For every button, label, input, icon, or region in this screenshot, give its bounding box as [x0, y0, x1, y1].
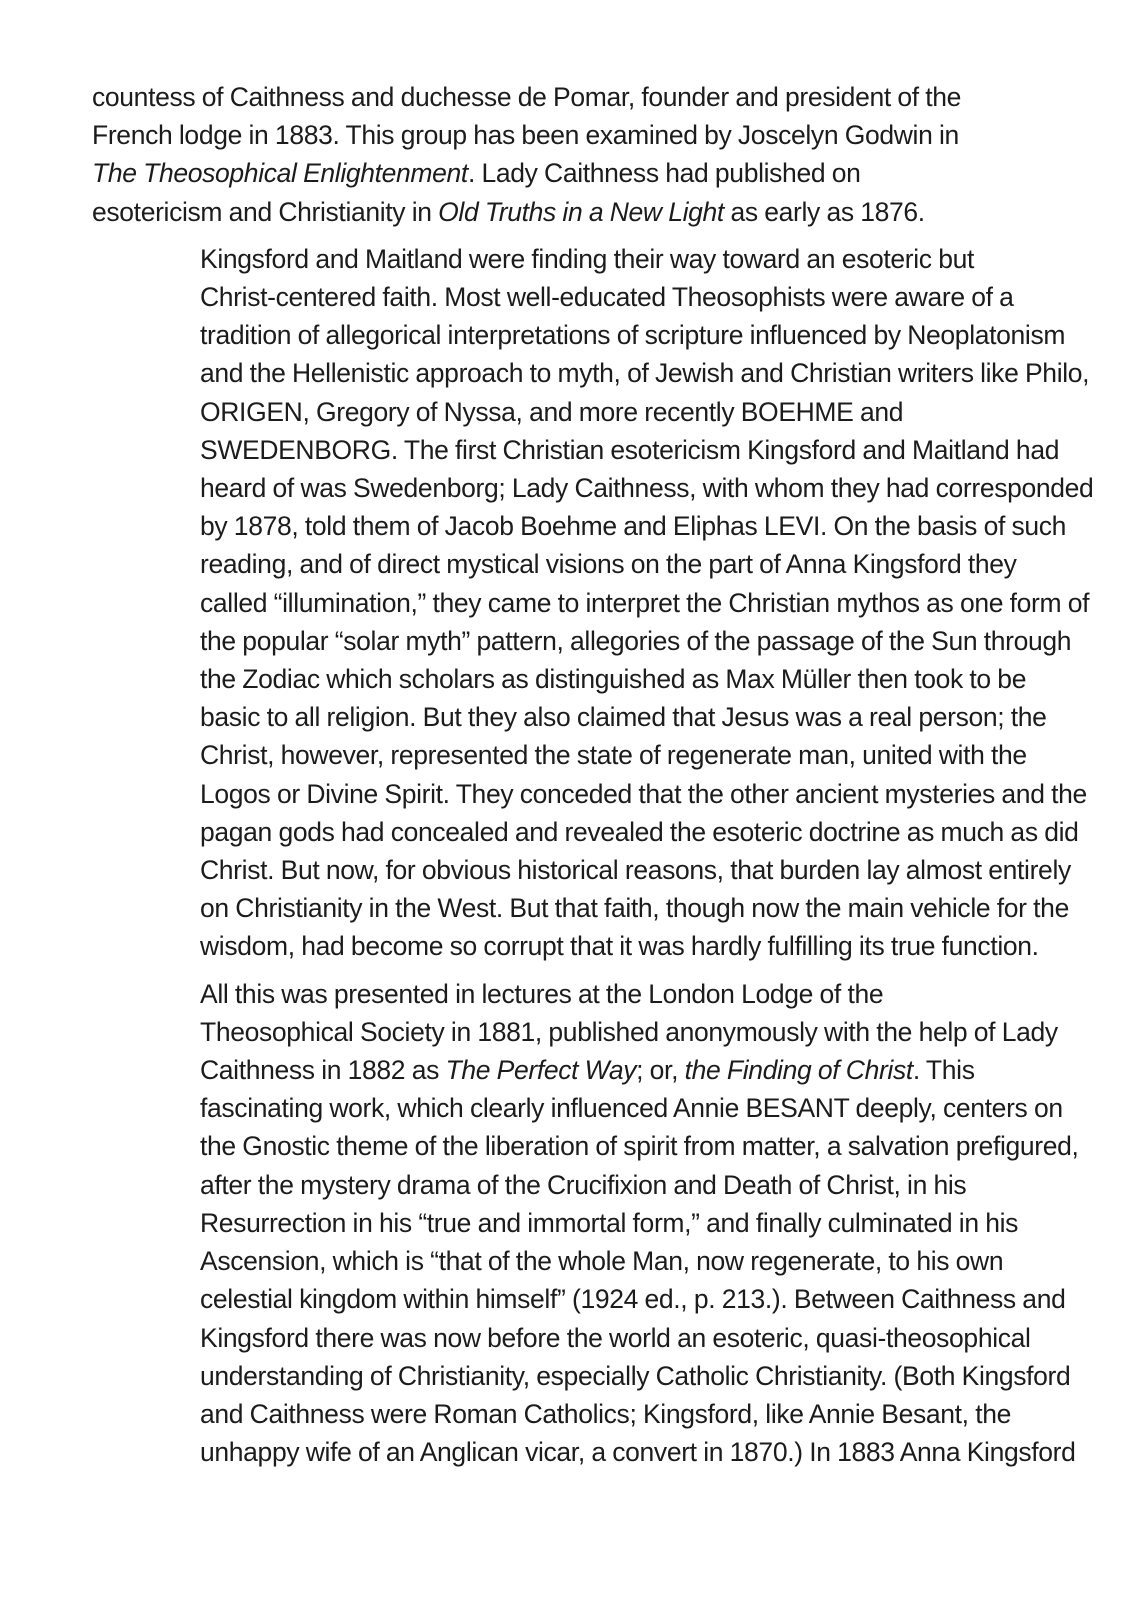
text-segment: Christ, however, represented the state of regenerate man, united with the — [200, 740, 1027, 771]
text-segment: the Gnostic theme of the liberation of spirit from matter, a salvation prefigured, — [200, 1131, 1079, 1162]
text-segment: Christ. But now, for obvious historical reasons, that burden lay almost entirely — [200, 855, 1071, 886]
text-segment: . This — [912, 1055, 975, 1086]
text-line — [92, 469, 1092, 507]
text-segment: after the mystery drama of the Crucifixion and Death of Christ, in his — [200, 1169, 967, 1200]
text-line — [92, 622, 1092, 660]
text-segment: wisdom, had become so corrupt that it was hardly fulfilling its true function. — [200, 931, 1039, 962]
text-segment: Christ-centered faith. Most well-educated Theosophists were aware of a — [200, 282, 1014, 313]
paragraph-3 — [92, 975, 1092, 1472]
text-segment: on Christianity in the West. But that faith, though now the main vehicle for the — [200, 893, 1069, 924]
text-segment: understanding of Christianity, especially Catholic Christianity. (Both Kingsford — [200, 1360, 1071, 1391]
text-line — [92, 1433, 1092, 1471]
text-line — [92, 813, 1092, 851]
text-segment: by 1878, told them of Jacob Boehme and Eliphas LEVI. On the basis of such — [200, 511, 1067, 542]
text-segment: unhappy wife of an Anglican vicar, a convert in 1870.) In 1883 Anna Kingsford — [200, 1437, 1076, 1468]
text-segment: Kingsford there was now before the world an esoteric, quasi-theosophical — [200, 1322, 1031, 1353]
paragraph-2 — [92, 240, 1092, 966]
text-segment: called “illumination,” they came to interpret the Christian mythos as one form of — [200, 587, 1090, 618]
document-page — [92, 78, 1092, 1471]
text-segment: tradition of allegorical interpretations of scripture influenced by Neoplatonism — [200, 320, 1066, 351]
text-line — [92, 393, 1092, 431]
text-segment: celestial kingdom within himself” (1924 ed., p. 213.). Between Caithness and — [200, 1284, 1066, 1315]
text-line — [92, 78, 1092, 116]
text-segment: countess of Caithness and duchesse de Pomar, founder and president of the — [92, 82, 962, 112]
text-line — [92, 1319, 1092, 1357]
text-line — [92, 851, 1092, 889]
text-segment: Caithness in 1882 as — [200, 1055, 446, 1086]
text-line — [92, 736, 1092, 774]
text-line — [92, 1280, 1092, 1318]
text-line — [92, 1013, 1092, 1051]
text-segment: All this was presented in lectures at the London Lodge of the — [200, 978, 884, 1009]
text-line — [92, 1127, 1092, 1165]
italic-title: The Perfect Way — [445, 1055, 637, 1086]
text-segment: ; or, — [636, 1055, 685, 1086]
text-line — [92, 507, 1092, 545]
text-segment: and the Hellenistic approach to myth, of Jewish and Christian writers like Philo, — [200, 358, 1090, 389]
paragraph-1 — [92, 78, 1092, 231]
text-line — [92, 154, 1092, 192]
text-segment: basic to all religion. But they also claimed that Jesus was a real person; the — [200, 702, 1047, 733]
text-segment: reading, and of direct mystical visions on the part of Anna Kingsford they — [200, 549, 1017, 580]
text-segment: Logos or Divine Spirit. They conceded that the other ancient mysteries and the — [200, 778, 1087, 809]
text-segment: SWEDENBORG. The first Christian esotericism Kingsford and Maitland had — [200, 434, 1060, 465]
text-line — [92, 1051, 1092, 1089]
text-line — [92, 545, 1092, 583]
text-line — [92, 354, 1092, 392]
text-segment: Ascension, which is “that of the whole Man, now regenerate, to his own — [200, 1246, 1004, 1277]
text-line — [92, 975, 1092, 1013]
text-line — [92, 431, 1092, 469]
text-line — [92, 889, 1092, 927]
text-line — [92, 698, 1092, 736]
italic-title: The Theosophical Enlightenment — [92, 158, 468, 189]
text-segment: the Zodiac which scholars as distinguished as Max Müller then took to be — [200, 664, 1027, 695]
text-line — [92, 240, 1092, 278]
italic-title: Old Truths in a New Light — [438, 196, 724, 227]
text-line — [92, 1395, 1092, 1433]
text-segment: the popular “solar myth” pattern, allegories of the passage of the Sun through — [200, 625, 1072, 656]
text-line — [92, 1204, 1092, 1242]
text-line — [92, 1242, 1092, 1280]
text-segment: Kingsford and Maitland were finding their way toward an esoteric but — [200, 243, 975, 274]
text-segment: pagan gods had concealed and revealed the esoteric doctrine as much as did — [200, 816, 1079, 847]
text-segment: ORIGEN, Gregory of Nyssa, and more recently BOEHME and — [200, 396, 904, 427]
text-line — [92, 316, 1092, 354]
text-line — [92, 278, 1092, 316]
text-segment: fascinating work, which clearly influenced Annie BESANT deeply, centers on — [200, 1093, 1063, 1124]
text-line — [92, 660, 1092, 698]
text-line — [92, 1089, 1092, 1127]
text-segment: as early as 1876. — [723, 196, 925, 227]
text-segment: French lodge in 1883. This group has been examined by Joscelyn Godwin in — [92, 120, 959, 151]
italic-title: the Finding of Christ — [684, 1055, 913, 1086]
text-line — [92, 927, 1092, 965]
text-segment: . Lady Caithness had published on — [467, 158, 861, 189]
text-segment: Resurrection in his “true and immortal form,” and finally culminated in his — [200, 1207, 1019, 1238]
text-segment: and Caithness were Roman Catholics; Kingsford, like Annie Besant, the — [200, 1398, 1011, 1429]
text-line — [92, 584, 1092, 622]
text-segment: Theosophical Society in 1881, published anonymously with the help of Lady — [200, 1016, 1058, 1047]
text-line — [92, 116, 1092, 154]
text-line — [92, 193, 1092, 231]
text-line — [92, 775, 1092, 813]
text-line — [92, 1166, 1092, 1204]
text-segment: esotericism and Christianity in — [92, 196, 439, 227]
text-segment: heard of was Swedenborg; Lady Caithness, with whom they had corresponded — [200, 473, 1094, 504]
text-line — [92, 1357, 1092, 1395]
